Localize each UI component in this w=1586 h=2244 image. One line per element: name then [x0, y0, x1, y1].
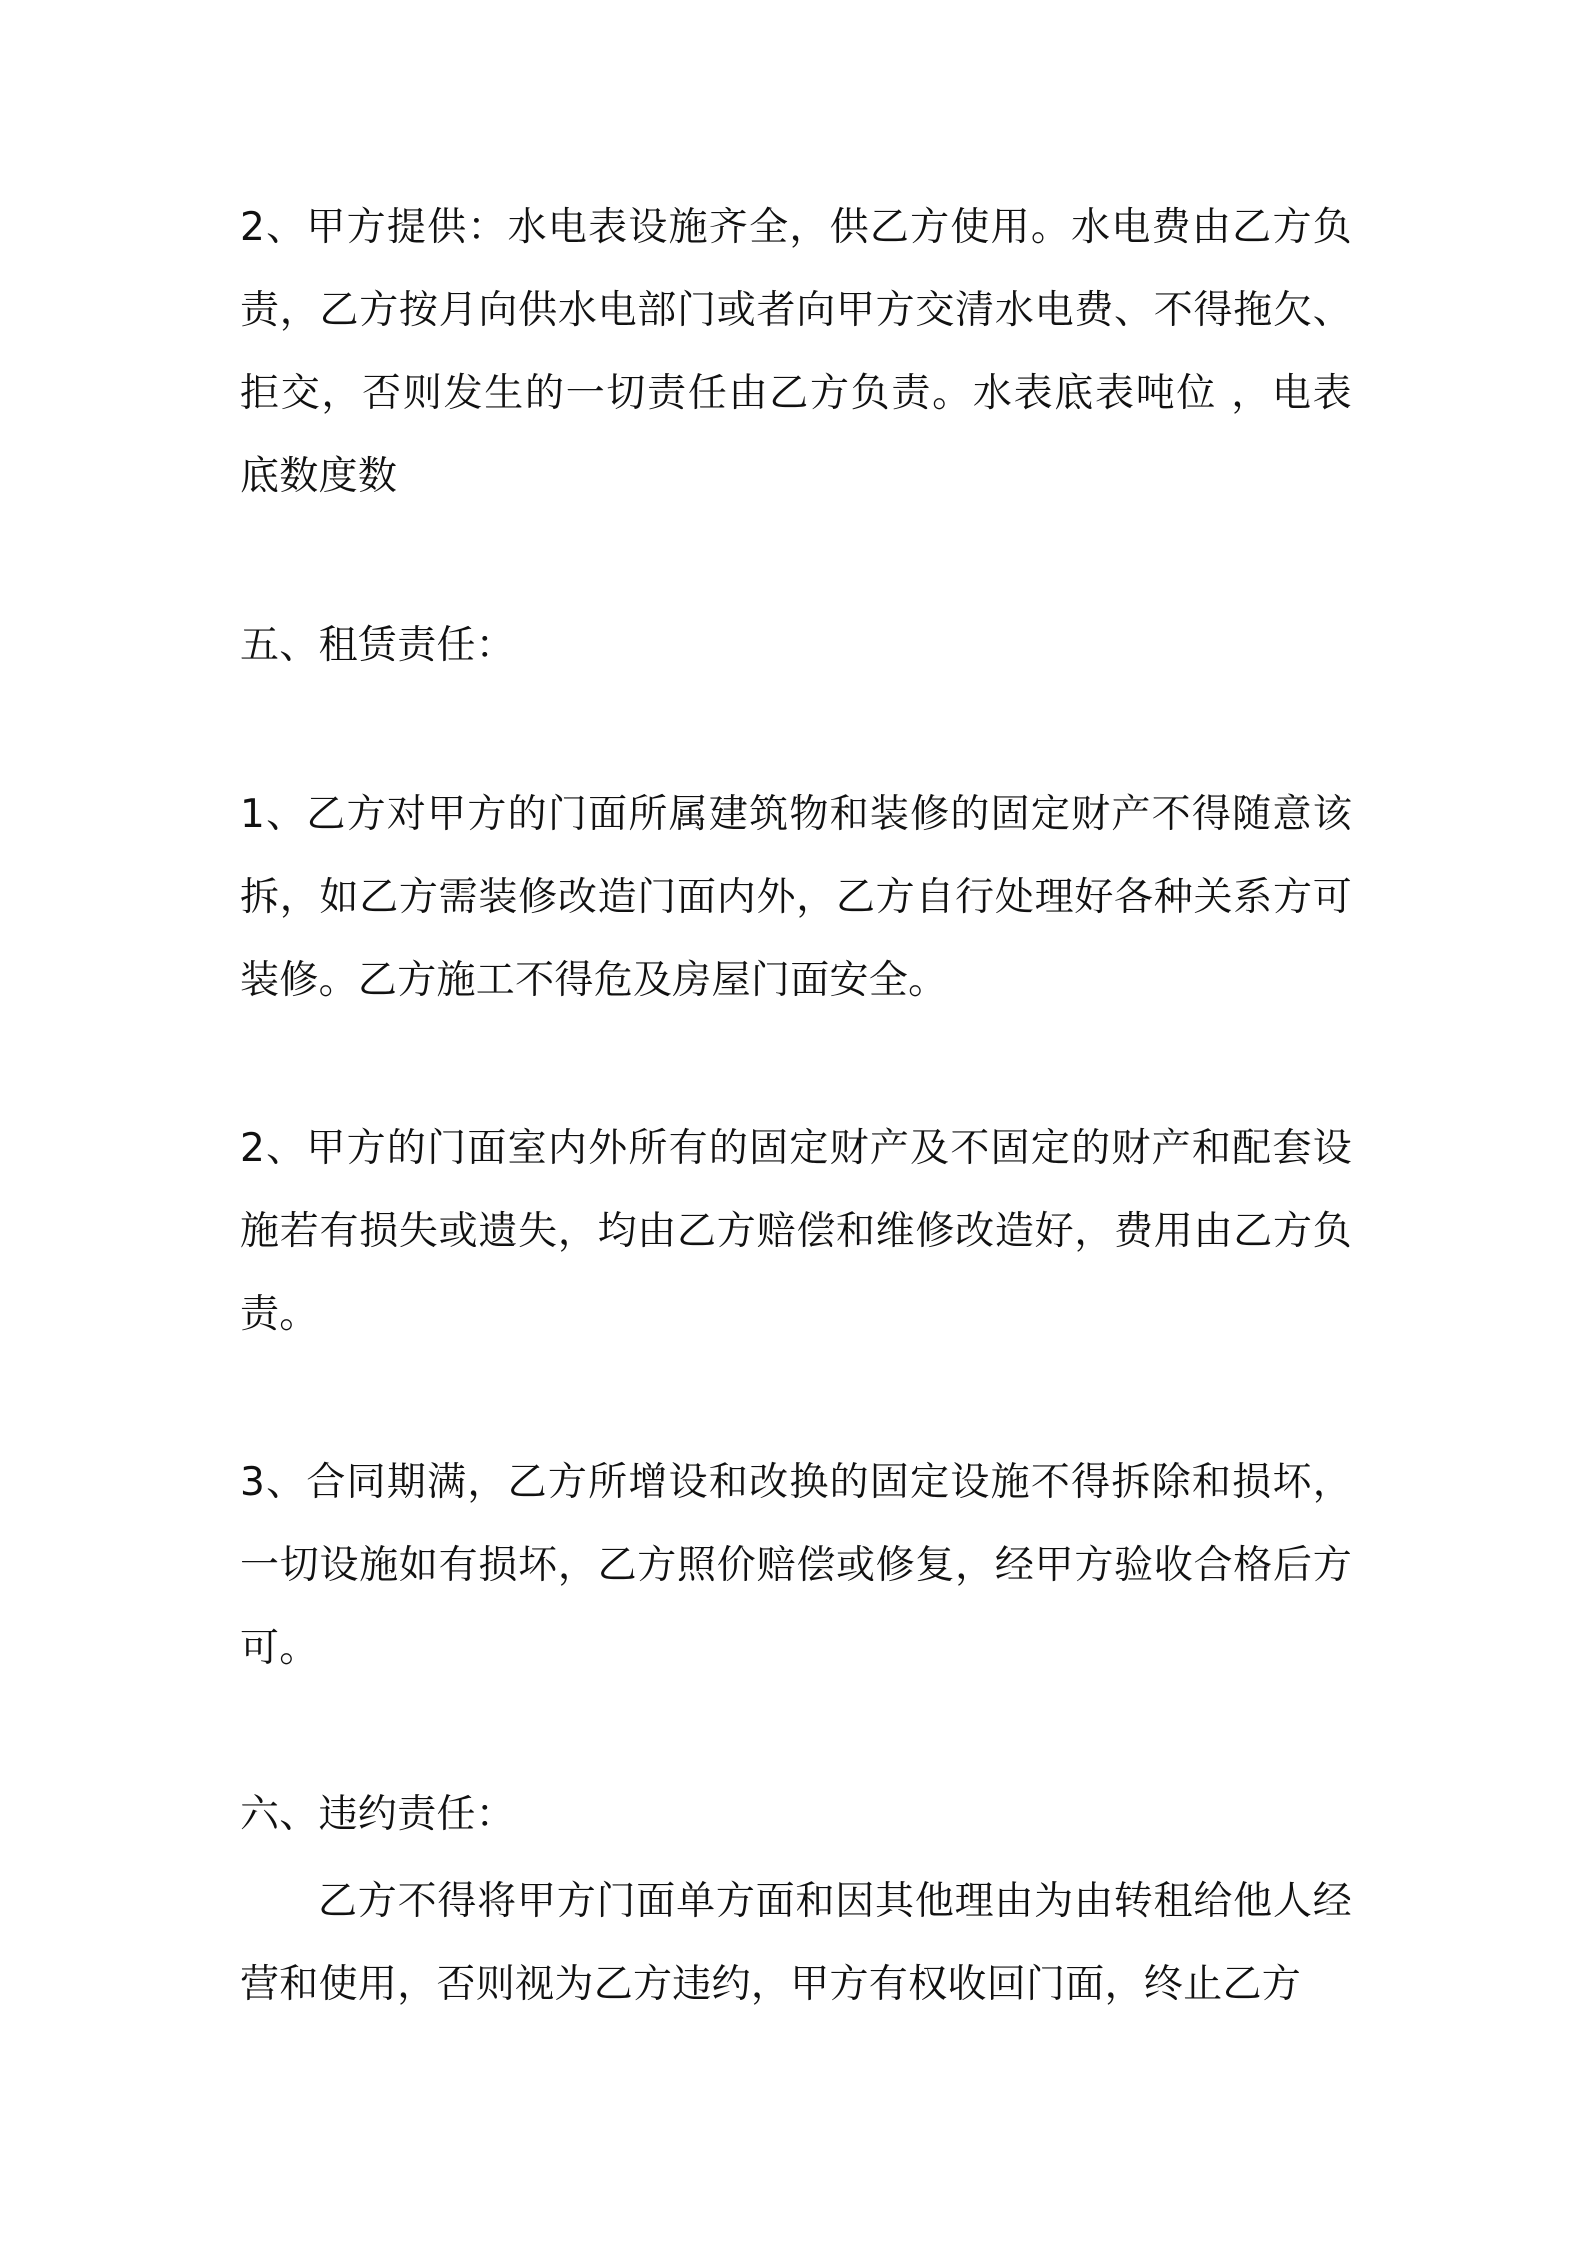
paragraph-lease-clause-3: 3、合同期满，乙方所增设和改换的固定设施不得拆除和损坏，一切设施如有损坏，乙方照价赔偿或修复，经甲方验收合格后方可。 — [240, 1460, 1352, 1671]
section-heading-breach: 六、违约责任： — [240, 1792, 516, 1837]
paragraph-breach-1: 乙方不得将甲方门面单方面和因其他理由为由转租给他人经营和使用，否则视为乙方违约，甲方有权收回门面，终止乙方 — [240, 1879, 1352, 2007]
paragraph-lease-clause-1: 1、乙方对甲方的门面所属建筑物和装修的固定财产不得随意该拆，如乙方需装修改造门面内外，乙方自行处理好各种关系方可装修。乙方施工不得危及房屋门面安全。 — [240, 792, 1352, 1003]
paragraph-lease-clause-2: 2、甲方的门面室内外所有的固定财产及不固定的财产和配套设施若有损失或遗失，均由乙方赔偿和维修改造好，费用由乙方负责。 — [240, 1126, 1352, 1337]
section-heading-lease-responsibility: 五、租赁责任： — [240, 623, 516, 668]
paragraph-utilities: 2、甲方提供：水电表设施齐全，供乙方使用。水电费由乙方负责，乙方按月向供水电部门或者向甲方交清水电费、不得拖欠、拒交，否则发生的一切责任由乙方负责。水表底表吨位 ，电表底数度数 — [240, 205, 1352, 499]
